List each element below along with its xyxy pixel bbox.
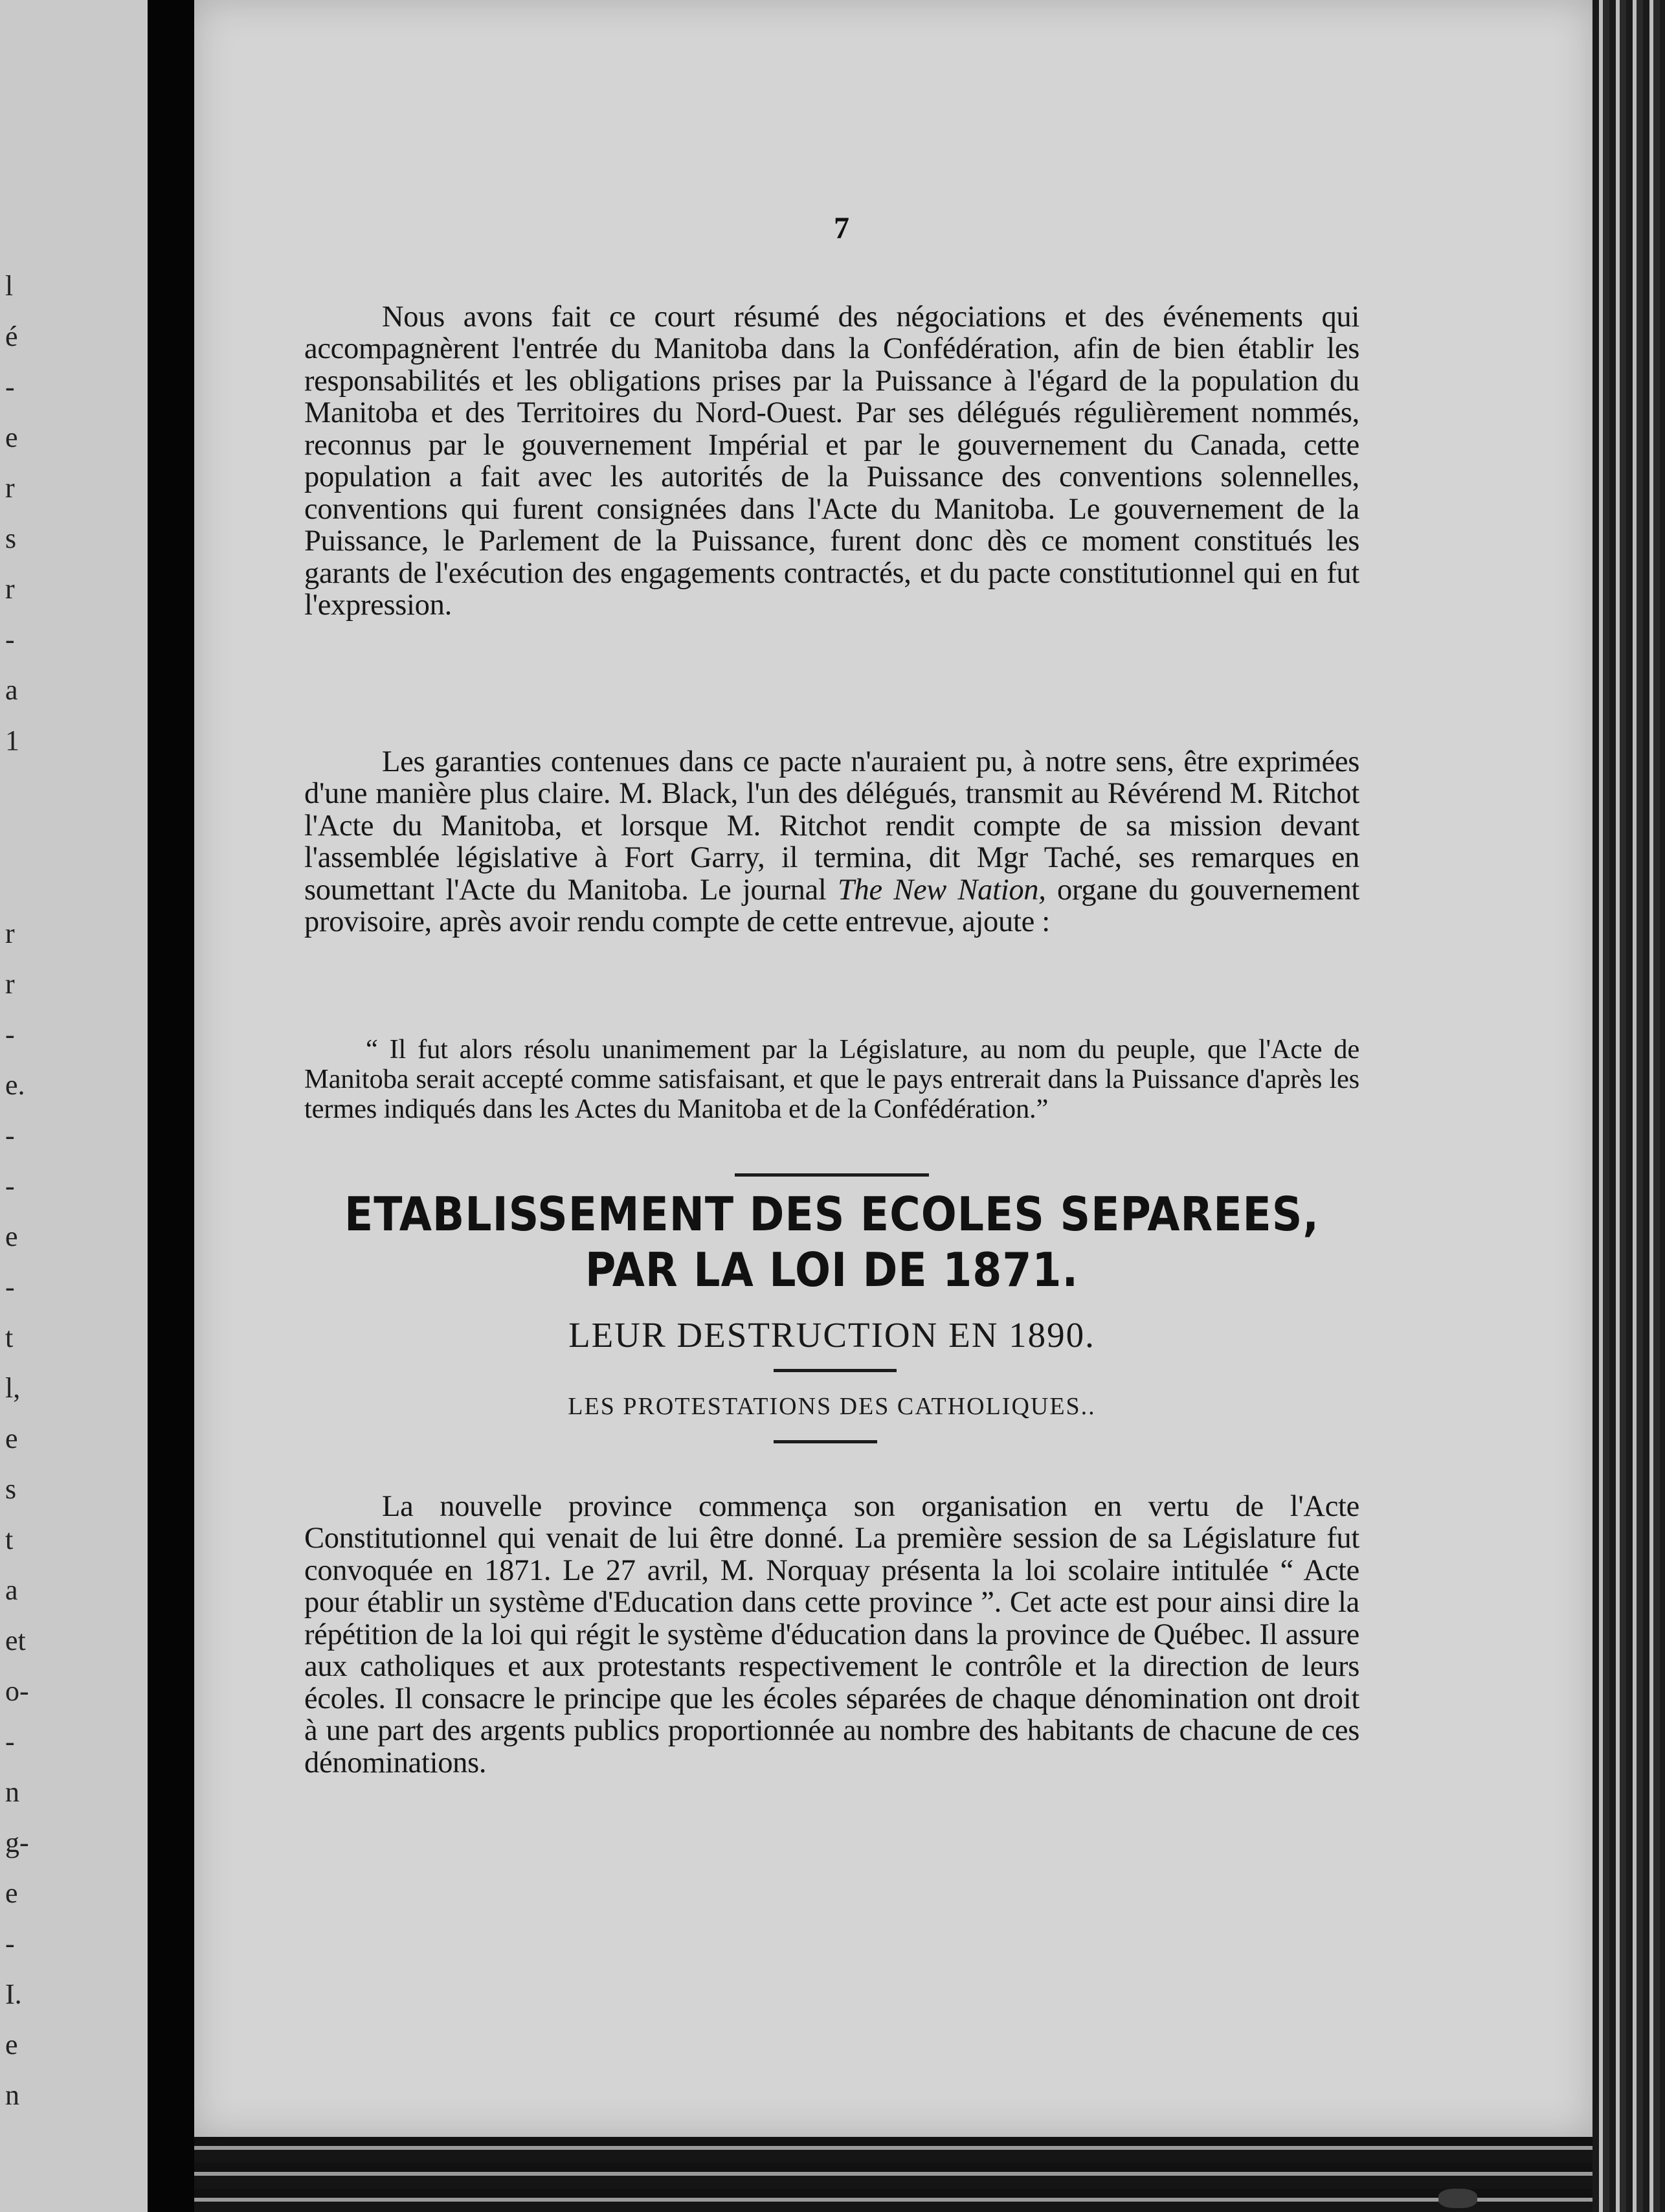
facing-page-letter: 1 (5, 725, 19, 756)
facing-page-letter: - (5, 1120, 15, 1151)
paragraph-guarantees (304, 746, 1359, 938)
facing-page-letter: s (5, 1473, 17, 1505)
facing-page-letter: r (5, 918, 15, 949)
facing-page-letter: e (5, 2029, 18, 2060)
facing-page-letter: - (5, 371, 15, 403)
facing-page-letter: - (5, 1271, 15, 1303)
facing-page-letter: r (5, 968, 15, 1000)
facing-page-letter: t (5, 1524, 14, 1555)
facing-page-letter: g- (5, 1827, 29, 1858)
facing-page-letter: t (5, 1322, 14, 1353)
page-number: 7 (834, 211, 849, 245)
facing-page-edge (0, 0, 151, 2212)
minor-heading-divider (774, 1440, 877, 1443)
binding-gutter (148, 0, 194, 2212)
facing-page-letter: e (5, 422, 18, 453)
journal-title: The New Nation, (837, 873, 1046, 907)
facing-page-letter: n (5, 1776, 19, 1808)
section-minor-heading: LES PROTESTATIONS DES CATHOLIQUES.. (568, 1393, 1096, 1420)
legislature-quote: “ Il fut alors résolu unanimement par la Législature, au nom du peuple, que l'Acte de Manitoba serait accepté comme satisfaisant, et que le pays entrerait dans la Puissance d'après les termes indiqués dans les Actes du Manitoba et de la Confédération.” (304, 1033, 1359, 1124)
facing-page-letter: r (5, 573, 15, 605)
facing-page-letter: - (5, 1019, 15, 1050)
facing-page-letter: e (5, 1423, 18, 1454)
facing-page-letter: a (5, 674, 18, 706)
paragraph-guarantees-text: Les garanties contenues dans ce pacte n'auraient pu, à notre sens, être exprimées d'une manière plus claire. M. Black, l'un des délégués, transmit au Révérend M. Ritchot l'Acte du Manitoba, et lorsque M. Ritchot rendit compte de sa mission devant l'assemblée législative à Fort Garry, il termina, dit Mgr Taché, ses remarques en soumettant l'Acte du Manitoba. Le journal (304, 745, 1359, 907)
facing-page-letter: é (5, 321, 18, 352)
scan-mark (1438, 2189, 1477, 2208)
facing-page-letter: s (5, 523, 17, 554)
section-divider (735, 1173, 929, 1177)
facing-page-letter: - (5, 1170, 15, 1202)
facing-page-letter: - (5, 1726, 15, 1757)
page-stack-edge (1592, 0, 1665, 2212)
facing-page-letter: et (5, 1625, 26, 1656)
paragraph-negotiations-summary: Nous avons fait ce court résumé des négociations et des événements qui accompagnèrent l'entrée du Manitoba dans la Confédération, afin de bien établir les responsabilités et les obligations prises par la Puissance à l'égard de la population du Manitoba et des Territoires du Nord-Ouest. Par ses délégués régulièrement nommés, reconnus par le gouvernement Impérial et par le gouvernement du Canada, cette population a fait avec les autorités de la Puissance des conventions solennelles, conventions qui furent consignées dans l'Acte du Manitoba. Le gouvernement de la Puissance, le Parlement de la Puissance, furent donc dès ce moment constitués les garants de l'exécution des engagements contractés, et du pacte constitutionnel qui en fut l'expression. (304, 300, 1359, 622)
facing-page-letters (5, 0, 57, 2212)
facing-page-letter: l (5, 270, 14, 302)
facing-page-letter: o- (5, 1675, 29, 1707)
paragraph-school-law: La nouvelle province commença son organisation en vertu de l'Acte Constitutionnel qui venait de lui être donné. La première session de sa Législature fut convoquée en 1871. Le 27 avril, M. Norquay présenta la loi scolaire intitulée “ Acte pour établir un système d'Education dans cette province ”. Cet acte est pour ainsi dire la répétition de la loi qui régit le système d'éducation dans la province de Québec. Il assure aux catholiques et aux protestants respectivement le contrôle et la direction de leurs écoles. Il consacre le principe que les écoles séparées de chaque dénomination ont droit à une part des argents publics proportionnée au nombre des habitants de chacune de ces dénominations. (304, 1489, 1359, 1779)
section-heading-line1: ETABLISSEMENT DES ECOLES SEPAREES, (344, 1187, 1320, 1241)
facing-page-letter: l, (5, 1372, 21, 1404)
facing-page-letter: r (5, 472, 15, 504)
paragraph-guarantees-tail: organe du gouvernement provisoire, après avoir rendu compte de cette entrevue, ajoute : (304, 873, 1360, 938)
facing-page-letter: - (5, 624, 15, 655)
facing-page-letter: e (5, 1221, 18, 1252)
facing-page-letter: I. (5, 1978, 22, 2010)
facing-page-letter: - (5, 1928, 15, 1959)
subheading-divider (774, 1369, 897, 1372)
facing-page-letter: e (5, 1877, 18, 1909)
section-heading (304, 1186, 1359, 1298)
page-bottom-edge (194, 2137, 1592, 2212)
section-heading-line2: PAR LA LOI DE 1871. (585, 1243, 1079, 1297)
facing-page-letter: n (5, 2079, 19, 2111)
facing-page-letter: a (5, 1574, 18, 1606)
facing-page-letter: e. (5, 1069, 25, 1101)
section-subheading: LEUR DESTRUCTION EN 1890. (568, 1315, 1095, 1355)
